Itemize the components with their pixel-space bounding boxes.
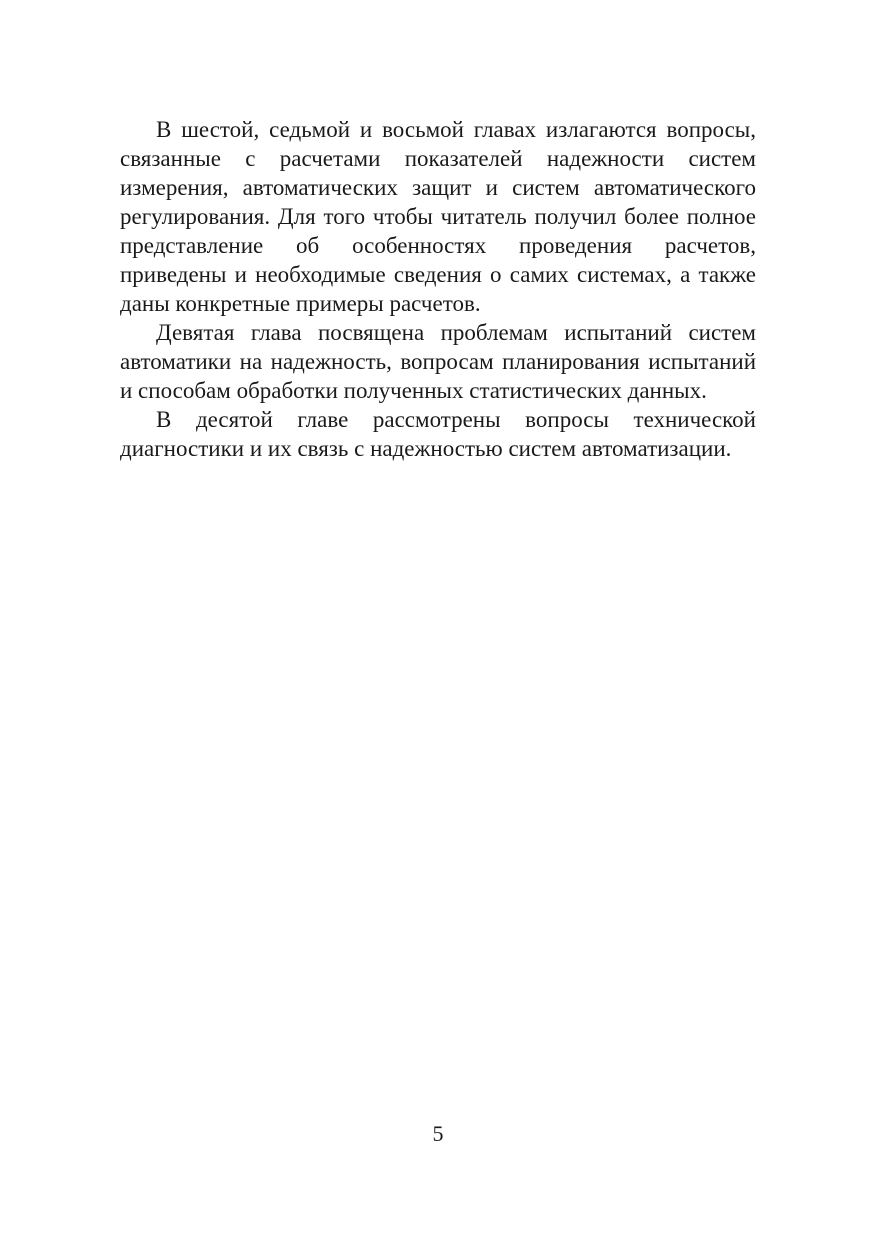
paragraph-chapter-10: В десятой главе рассмотрены вопросы технической диагностики и их связь с надежностью систем автоматизации. [120, 407, 756, 461]
paragraph-chapters-6-8: В шестой, седьмой и восьмой главах излагаются вопросы, связанные с расчетами показателей надежности систем измерения, автоматических защит и систем автоматического регулирования. Для того чтобы читатель получил более полное представление об особенностях проведения расчетов, приведены и необходимые сведения о самих системах, а также даны конкретные примеры расчетов. [120, 117, 756, 316]
page-number: 5 [432, 1121, 444, 1146]
page-body [120, 115, 756, 463]
paragraph-chapter-9: Девятая глава посвящена проблемам испытаний систем автоматики на надежность, вопросам планирования испытаний и способам обработки полученных статистических данных. [120, 320, 756, 403]
